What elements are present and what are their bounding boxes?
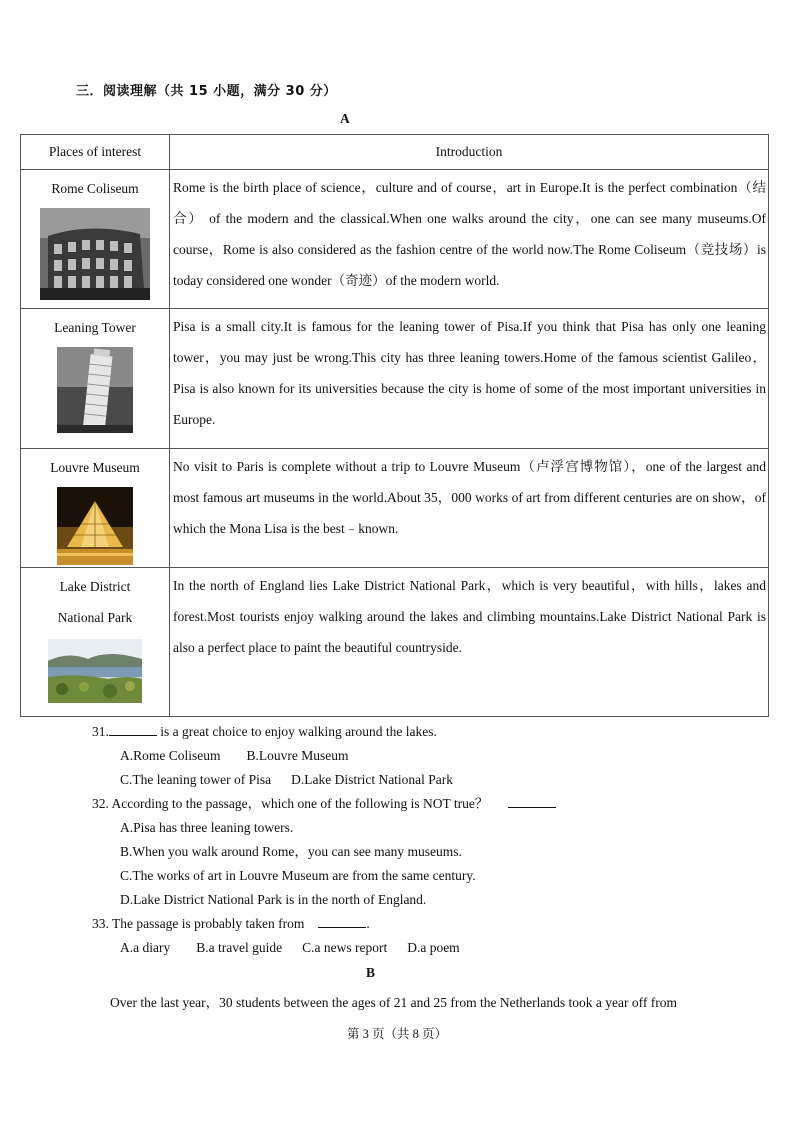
header-places: Places of interest: [21, 135, 170, 170]
part-b-passage-line: Over the last year，30 students between the ages of 21 and 25 from the Netherlands took a year off from: [110, 995, 677, 1010]
option-b: B.a travel guide: [196, 940, 283, 955]
place-cell: [21, 449, 170, 568]
places-table: [20, 134, 769, 717]
option-d: D.Lake District National Park: [291, 772, 454, 787]
question-33-options: [120, 936, 460, 960]
table-row: [21, 309, 769, 449]
place-name: Leaning Tower: [54, 320, 136, 335]
place-name-line1: Lake District: [59, 579, 131, 594]
question-31-stem: [92, 720, 437, 744]
intro-cell: In the north of England lies Lake District National Park，which is very beautiful，with hills，lakes and forest.Most tourists enjoy walking around the lakes and climbing mountains.Lake District National Park is also a perfect place to paint the beautiful countryside.: [170, 568, 769, 717]
option-c: C.The leaning tower of Pisa: [120, 772, 272, 787]
question-32-option-a: A.Pisa has three leaning towers.: [120, 820, 294, 835]
intro-cell: Pisa is a small city.It is famous for the leaning tower of Pisa.If you think that Pisa has only one leaning tower，you may just be wrong.This city has three leaning towers.Home of the famous scientist Galileo，Pisa is also known for its universities because the city is home of some of the most important universities in Europe.: [170, 309, 769, 449]
question-text: 33. The passage is probably taken from: [92, 916, 305, 931]
place-name: Rome Coliseum: [51, 181, 139, 196]
question-31-options-row1: [120, 744, 349, 768]
coliseum-photo: [40, 208, 150, 300]
part-a-label: A: [340, 111, 350, 126]
question-31-options-row2: [120, 768, 453, 792]
option-a: A.a diary: [120, 940, 171, 955]
question-text: is a great choice to enjoy walking around the lakes.: [156, 724, 437, 739]
question-number: 31.: [92, 724, 109, 739]
header-introduction: Introduction: [170, 135, 769, 170]
part-b-label: B: [366, 965, 376, 980]
option-a: A.Rome Coliseum: [120, 748, 221, 763]
option-d: D.a poem: [407, 940, 460, 955]
leaning-tower-photo: [57, 347, 133, 433]
table-row: [21, 568, 769, 717]
question-32-option-c: C.The works of art in Louvre Museum are from the same century.: [120, 868, 476, 883]
louvre-pyramid-photo: [57, 487, 133, 565]
place-cell: [21, 170, 170, 309]
answer-blank: [508, 794, 556, 808]
question-32-stem: [92, 792, 556, 816]
place-name-line2: National Park: [57, 610, 133, 625]
intro-cell: Rome is the birth place of science，culture and of course，art in Europe.It is the perfect combination（结合） of the modern and the classical.When one walks around the city，one can see many museums.Of course，Rome is also considered as the fashion centre of the world now.The Rome Coliseum（竞技场）is today considered one wonder（奇迹）of the modern world.: [170, 170, 769, 309]
page-footer: 第 3 页（共 8 页）: [346, 1027, 447, 1041]
question-32-option-d: D.Lake District National Park is in the north of England.: [120, 892, 427, 907]
table-row: [21, 170, 769, 309]
place-name: Louvre Museum: [50, 460, 140, 475]
section-heading: 三．阅读理解（共 15 小题，满分 30 分）: [76, 84, 337, 99]
question-33-stem: [92, 912, 370, 936]
question-32-option-b: B.When you walk around Rome，you can see many museums.: [120, 844, 462, 859]
option-c: C.a news report: [302, 940, 388, 955]
lake-landscape-photo: [48, 639, 142, 703]
question-text: 32. According to the passage，which one of the following is NOT true？: [92, 796, 489, 811]
answer-blank: [318, 914, 366, 928]
option-b: B.Louvre Museum: [246, 748, 349, 763]
place-cell: [21, 309, 170, 449]
question-end: .: [366, 916, 370, 931]
intro-cell: No visit to Paris is complete without a trip to Louvre Museum（卢浮宫博物馆），one of the largest and most famous art museums in the world.About 35，000 works of art from different centuries are on show，of which the Mona Lisa is the best﹣known.: [170, 449, 769, 568]
answer-blank: [109, 722, 157, 736]
table-row: [21, 449, 769, 568]
place-cell: [21, 568, 170, 717]
table-header-row: [21, 135, 769, 170]
